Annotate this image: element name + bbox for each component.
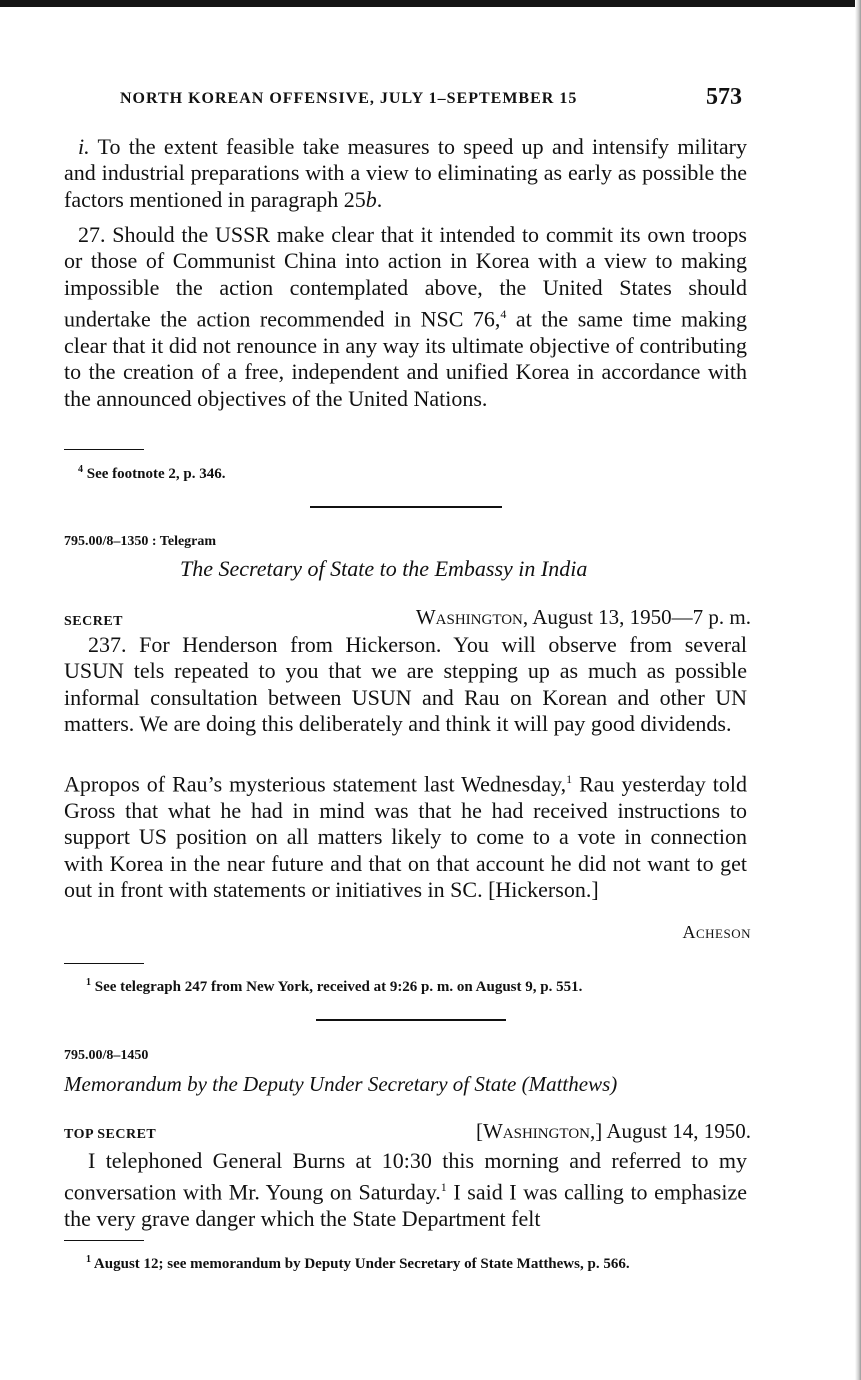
footnote-ref-4: 4 xyxy=(500,307,507,322)
doc2-paragraph-1 xyxy=(64,1148,747,1233)
doc2-paragraph-1b: I said I was calling to emphasize the very grave danger which the State Department felt xyxy=(64,1179,747,1232)
doc1-footnote-separator xyxy=(64,963,144,964)
doc1-paragraph-2a: Apropos of Rau’s mysterious statement last Wednesday, xyxy=(64,771,567,797)
doc1-dateline-place: Washington, xyxy=(415,605,529,629)
section-divider xyxy=(310,506,502,508)
doc2-footnote xyxy=(64,1250,754,1274)
footnote-4-mark: 4 xyxy=(78,464,83,475)
paragraph-i-text: To the extent feasible take measures to speed up and intensify military and industrial preparations with a view to eliminating as early as possible the factors mentioned in paragraph 25 xyxy=(64,134,747,212)
paragraph-27 xyxy=(64,222,747,412)
footnote-separator xyxy=(64,449,144,450)
doc2-classification: TOP SECRET xyxy=(64,1127,157,1142)
doc2-dateline-date: August 14, 1950. xyxy=(602,1119,751,1143)
footnote-4 xyxy=(64,460,754,484)
doc2-dateline-place: [Washington,] xyxy=(475,1119,603,1143)
doc1-dateline-date: August 13, 1950—7 p. m. xyxy=(528,605,751,629)
paragraph-i xyxy=(64,134,747,213)
doc2-dateline xyxy=(476,1119,751,1144)
paragraph-i-suffix: b xyxy=(365,186,377,212)
doc2-footnote-text: August 12; see memorandum by Deputy Under Secretary of State Matthews, p. 566. xyxy=(91,1256,630,1272)
doc1-file-number: 795.00/8–1350 : Telegram xyxy=(64,534,217,549)
doc1-paragraph-2b: Rau yesterday told Gross that what he had in mind was that he had received instructions to support US position on all matters likely to come to a vote in connection with Korea in the near future and that on that account he did not want to get out in front with statements or initiatives in SC. [Hickerson.] xyxy=(64,771,747,902)
doc1-footnote-mark: 1 xyxy=(86,977,91,988)
doc1-classification: SECRET xyxy=(64,614,124,629)
doc2-footnote-mark: 1 xyxy=(86,1254,91,1265)
paragraph-27-text2: at the same time making clear that it did not renounce in any way its ultimate objective of contributing to the creation of a free, independent and unified Korea in accordance with the announced objectives of the United Nations. xyxy=(64,306,747,411)
doc2-footnote-separator xyxy=(64,1240,144,1241)
paragraph-27-text: 27. Should the USSR make clear that it intended to commit its own troops or those of Communist China into action in Korea with a view to making impossible the action contemplated above, the United States should undertake the action recommended in NSC 76, xyxy=(64,222,747,332)
top-edge-bar xyxy=(0,0,861,7)
footnote-4-text: See footnote 2, p. 346. xyxy=(83,466,226,482)
page-edge-shadow xyxy=(855,0,861,1380)
doc1-dateline xyxy=(416,605,751,630)
doc2-footnote-ref: 1 xyxy=(440,1180,447,1195)
doc2-paragraph-1a: I telephoned General Burns at 10:30 this morning and referred to my conversation with Mr. Young on Saturday. xyxy=(64,1148,747,1205)
doc1-paragraph-1: 237. For Henderson from Hickerson. You will observe from several USUN tels repeated to you that we are stepping up as much as possible informal consultation between USUN and Rau on Korean and other UN matters. We are doing this deliberately and think it will pay good dividends. xyxy=(64,632,747,737)
doc1-footnote-ref: 1 xyxy=(566,772,573,786)
doc1-paragraph-2 xyxy=(64,766,747,903)
doc1-footnote xyxy=(64,973,754,997)
doc2-title-paren: (Matthews) xyxy=(521,1072,618,1096)
doc1-footnote-text: See telegraph 247 from New York, received at 9:26 p. m. on August 9, p. 551. xyxy=(91,979,583,995)
section-divider-2 xyxy=(316,1019,506,1021)
doc2-file-number: 795.00/8–1450 xyxy=(64,1048,149,1063)
paragraph-i-label: i. xyxy=(78,134,90,159)
doc1-signature: Acheson xyxy=(682,922,751,942)
page-number: 573 xyxy=(706,84,742,110)
doc2-title xyxy=(64,1072,617,1097)
paragraph-i-end: . xyxy=(376,186,383,212)
doc2-title-main: Memorandum by the Deputy Under Secretary of State xyxy=(64,1072,517,1096)
running-head: NORTH KOREAN OFFENSIVE, JULY 1–SEPTEMBER 15 xyxy=(120,90,578,107)
doc1-title: The Secretary of State to the Embassy in India xyxy=(180,556,588,581)
